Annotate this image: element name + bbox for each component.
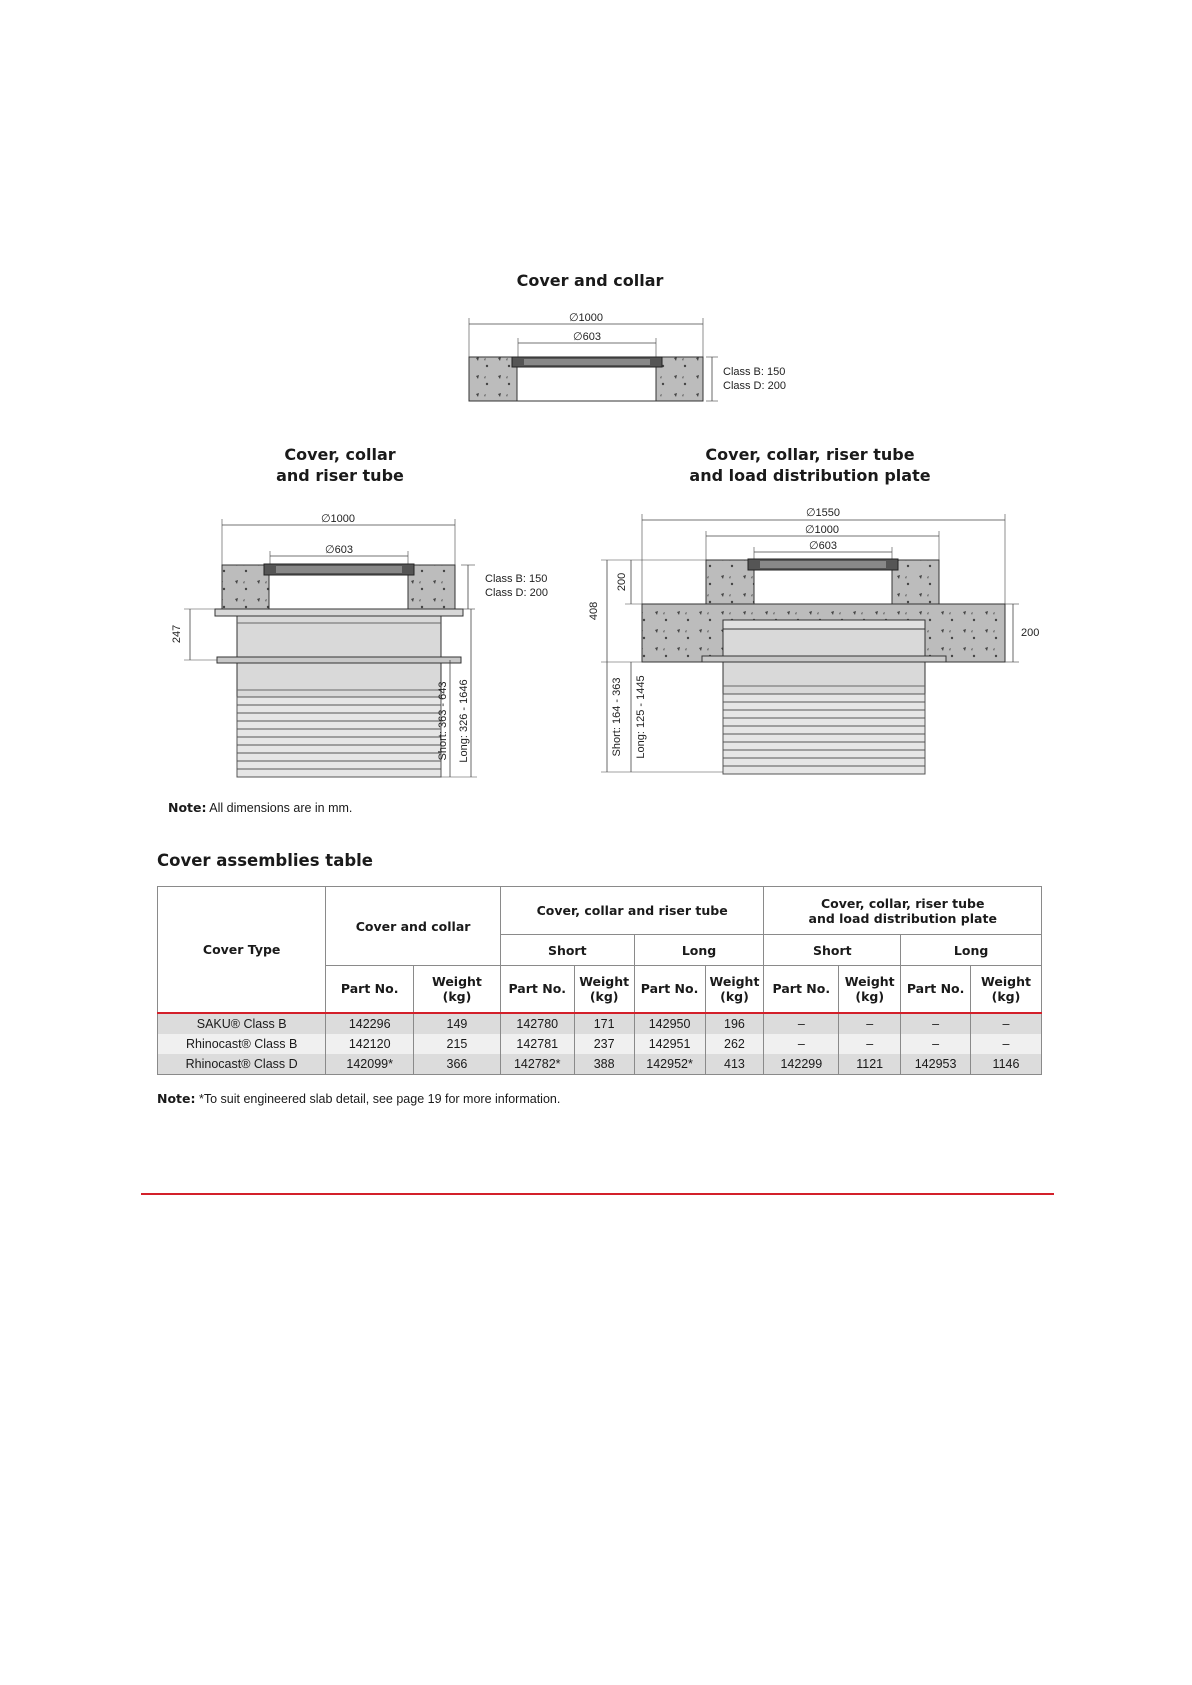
diagram-title-riser — [230, 444, 450, 486]
header-part-no: Part No. — [764, 966, 839, 1013]
dim-short: Short: 164 - 363 — [611, 677, 623, 757]
cell: 413 — [705, 1054, 764, 1075]
cell: 142120 — [326, 1034, 414, 1054]
cell: – — [901, 1034, 971, 1054]
header-part-no: Part No. — [901, 966, 971, 1013]
dim-left: 247 — [171, 624, 183, 644]
header-weight — [839, 966, 901, 1013]
dim-class-d: Class D: 200 — [723, 380, 786, 392]
weight-line2: (kg) — [991, 988, 1021, 1004]
note-dimensions — [168, 800, 352, 815]
header-plate-long: Long — [901, 935, 1042, 966]
header-part-no: Part No. — [634, 966, 705, 1013]
weight-line1: Weight — [431, 973, 482, 989]
cell: – — [764, 1034, 839, 1054]
cell: 142099* — [326, 1054, 414, 1075]
dim-outer: ∅1000 — [804, 524, 840, 536]
diagram-title-plate-line2: and load distribution plate — [689, 466, 931, 485]
diagram-cover-collar-riser — [165, 505, 565, 785]
cell: 388 — [574, 1054, 634, 1075]
diagram-cover-collar-riser-plate — [585, 500, 1075, 790]
cell: 142780 — [500, 1013, 574, 1034]
dim-outer: ∅1000 — [568, 312, 604, 324]
diagram-cover-collar — [450, 300, 810, 410]
header-weight — [705, 966, 764, 1013]
cell-cover-type: Rhinocast® Class D — [158, 1054, 326, 1075]
cell: – — [971, 1013, 1042, 1034]
dim-outer: ∅1000 — [320, 513, 356, 525]
cell: 237 — [574, 1034, 634, 1054]
weight-line1: Weight — [579, 973, 630, 989]
cell: 196 — [705, 1013, 764, 1034]
table-title: Cover assemblies table — [157, 851, 373, 870]
cell: – — [971, 1034, 1042, 1054]
dim-class-b: Class B: 150 — [723, 366, 786, 378]
cell-cover-type: Rhinocast® Class B — [158, 1034, 326, 1054]
cell: 142296 — [326, 1013, 414, 1034]
cell: 215 — [414, 1034, 501, 1054]
cell: – — [764, 1013, 839, 1034]
dim-plate: ∅1550 — [805, 507, 841, 519]
cell: 171 — [574, 1013, 634, 1034]
cell: 142782* — [500, 1054, 574, 1075]
diagram-title-riser-line1: Cover, collar — [284, 445, 396, 464]
weight-line2: (kg) — [589, 988, 619, 1004]
cell: 142950 — [634, 1013, 705, 1034]
cell: – — [839, 1034, 901, 1054]
note-engineered-slab — [157, 1091, 560, 1106]
dim-200-right: 200 — [1021, 627, 1040, 639]
header-weight — [971, 966, 1042, 1013]
weight-line1: Weight — [981, 973, 1031, 989]
header-part-no: Part No. — [500, 966, 574, 1013]
dim-class-b: Class B: 150 — [485, 573, 548, 585]
cell: 149 — [414, 1013, 501, 1034]
table-row — [158, 1054, 1042, 1075]
footer-divider — [141, 1193, 1054, 1195]
header-riser-long: Long — [634, 935, 764, 966]
table-row — [158, 1013, 1042, 1034]
header-part-no: Part No. — [326, 966, 414, 1013]
cell: 262 — [705, 1034, 764, 1054]
cover-assemblies-table — [157, 886, 1042, 1075]
cell: 142781 — [500, 1034, 574, 1054]
dim-long: Long: 326 - 1646 — [458, 679, 470, 763]
header-plate — [764, 887, 1042, 935]
note-text: *To suit engineered slab detail, see page 19 for more information. — [195, 1092, 561, 1106]
dim-short: Short: 363 - 643 — [437, 681, 449, 761]
header-plate-line2: and load distribution plate — [808, 910, 997, 926]
dim-inner: ∅603 — [573, 331, 601, 343]
dim-class-d: Class D: 200 — [485, 587, 548, 599]
header-riser: Cover, collar and riser tube — [500, 887, 764, 935]
header-cover-type: Cover Type — [158, 887, 326, 1013]
header-riser-short: Short — [500, 935, 634, 966]
weight-line2: (kg) — [442, 988, 472, 1004]
diagram-title-plate — [660, 444, 960, 486]
cell: 1121 — [839, 1054, 901, 1075]
cell: 142952* — [634, 1054, 705, 1075]
header-cover-collar: Cover and collar — [326, 887, 501, 966]
header-plate-short: Short — [764, 935, 901, 966]
header-weight — [414, 966, 501, 1013]
cell: 142299 — [764, 1054, 839, 1075]
note-text: All dimensions are in mm. — [206, 801, 353, 815]
dim-408: 408 — [588, 601, 600, 621]
cell: – — [901, 1013, 971, 1034]
diagram-title-plate-line1: Cover, collar, riser tube — [705, 445, 915, 464]
note-label: Note: — [168, 800, 207, 815]
weight-line2: (kg) — [720, 988, 749, 1004]
dim-inner: ∅603 — [325, 544, 353, 556]
cell-cover-type: SAKU® Class B — [158, 1013, 326, 1034]
weight-line1: Weight — [844, 973, 895, 989]
diagram-title-riser-line2: and riser tube — [276, 466, 404, 485]
dim-inner: ∅603 — [809, 540, 837, 552]
note-label: Note: — [157, 1091, 196, 1106]
table-row — [158, 1034, 1042, 1054]
cell: 1146 — [971, 1054, 1042, 1075]
cell: 366 — [414, 1054, 501, 1075]
cell: – — [839, 1013, 901, 1034]
header-plate-line1: Cover, collar, riser tube — [821, 895, 985, 911]
dim-200-left: 200 — [616, 572, 628, 592]
cell: 142953 — [901, 1054, 971, 1075]
dim-long: Long: 125 - 1445 — [635, 675, 647, 759]
weight-line1: Weight — [709, 973, 760, 989]
cell: 142951 — [634, 1034, 705, 1054]
diagram-title-cover-collar: Cover and collar — [516, 271, 664, 290]
weight-line2: (kg) — [855, 988, 885, 1004]
header-weight — [574, 966, 634, 1013]
